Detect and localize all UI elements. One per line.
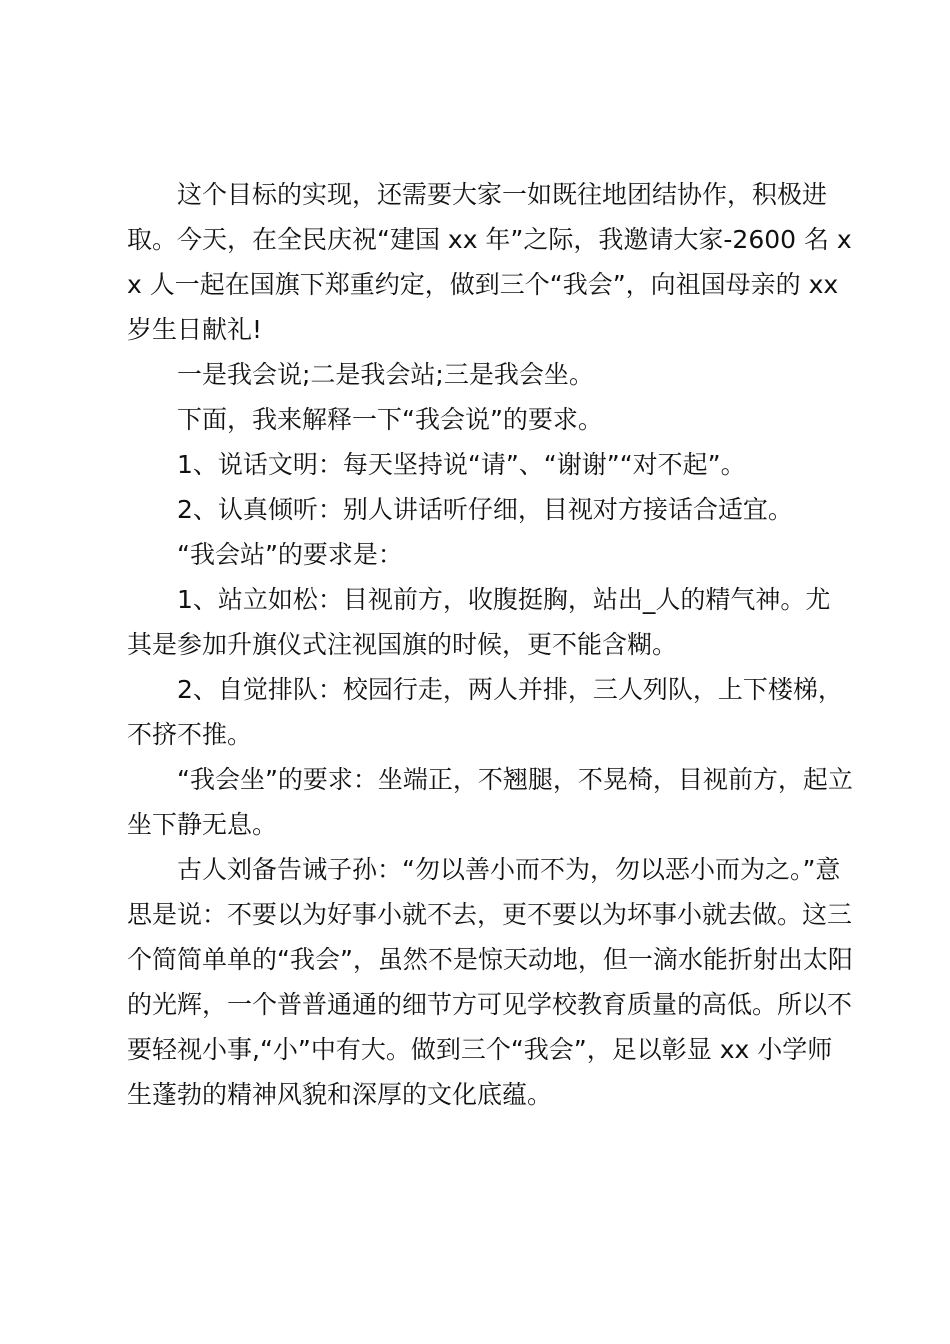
paragraph-speak-rule-1: 1、说话文明：每天坚持说“请”、“谢谢”“对不起”。 [177, 450, 746, 479]
paragraph-explain-speak: 下面，我来解释一下“我会说”的要求。 [177, 405, 603, 434]
paragraph-three-wohui: 一是我会说;二是我会站;三是我会坐。 [177, 360, 594, 389]
document-body [127, 172, 855, 1117]
paragraph-conclusion: 古人刘备告诫子孙：“勿以善小而不为，勿以恶小而为之。”意思是说：不要以为好事小就不去，更不要以为坏事小就去做。这三个简简单单的“我会”，虽然不是惊天动地，但一滴水能折射出太阳的光辉，一个普普通通的细节方可见学校教育质量的高低。所以不要轻视小事,“小”中有大。做到三个“我会”，足以彰显 xx 小学师生蓬勃的精神风貌和深厚的文化底蕴。 [127, 855, 853, 1109]
paragraph-goal: 这个目标的实现，还需要大家一如既往地团结协作，积极进取。今天，在全民庆祝“建国 xx 年”之际，我邀请大家-2600 名 xx 人一起在国旗下郑重约定，做到三个“我会”，向祖国母亲的 xx 岁生日献礼! [127, 180, 852, 344]
paragraph-stand-heading: “我会站”的要求是： [177, 540, 403, 569]
paragraph-stand-rule-2: 2、自觉排队：校园行走，两人并排，三人列队，上下楼梯，不挤不推。 [127, 675, 843, 749]
paragraph-sit-rule: “我会坐”的要求：坐端正，不翘腿，不晃椅，目视前方，起立坐下静无息。 [127, 765, 853, 839]
paragraph-stand-rule-1: 1、站立如松：目视前方，收腹挺胸，站出_人的精气神。尤其是参加升旗仪式注视国旗的时候，更不能含糊。 [127, 585, 831, 659]
paragraph-speak-rule-2: 2、认真倾听：别人讲话听仔细，目视对方接话合适宜。 [177, 495, 793, 524]
